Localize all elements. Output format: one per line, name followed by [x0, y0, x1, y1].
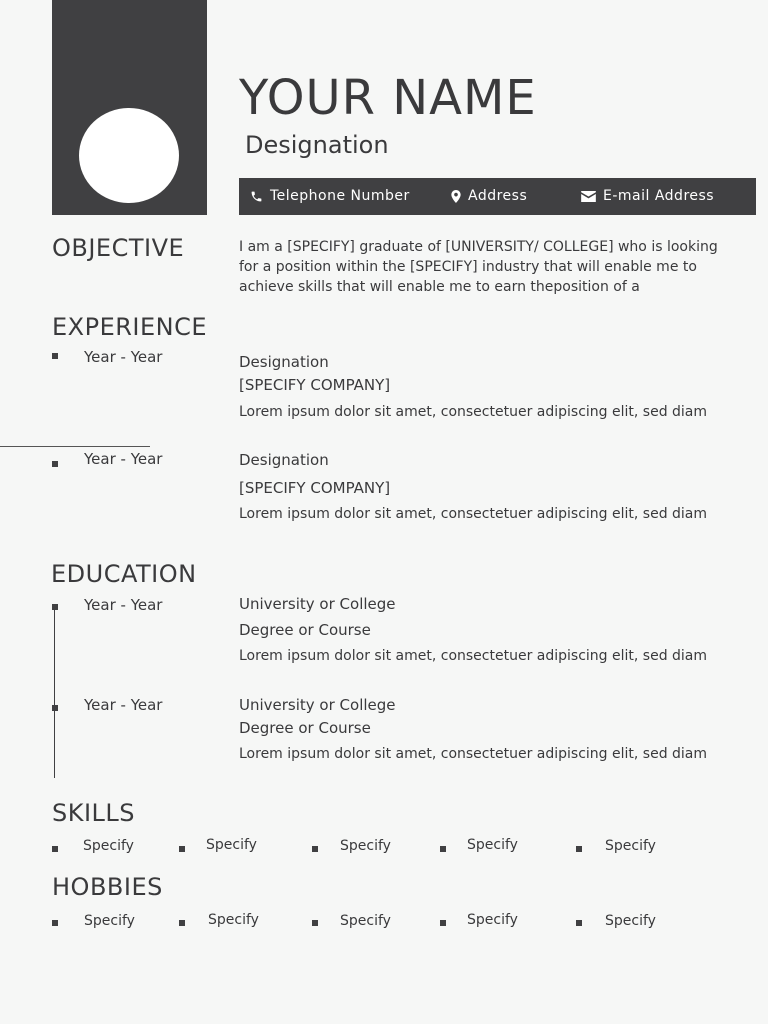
- skill-bullet: [576, 846, 582, 852]
- skill-bullet: [179, 846, 185, 852]
- skill-item: Specify: [83, 838, 134, 854]
- candidate-name: YOUR NAME: [239, 70, 537, 126]
- experience-years: Year - Year: [84, 348, 163, 366]
- hobby-item: Specify: [605, 913, 656, 929]
- objective-text: I am a [SPECIFY] graduate of [UNIVERSITY/ COLLEGE] who is looking for a position within the [SPECIFY] industry that will enable me to achieve skills that will enable me to earn theposition of a: [239, 239, 718, 295]
- hobby-item: Specify: [340, 913, 391, 929]
- experience-designation: Designation: [239, 451, 329, 469]
- hobby-bullet: [576, 920, 582, 926]
- hobby-bullet: [440, 920, 446, 926]
- skill-bullet: [440, 846, 446, 852]
- hobby-item: Specify: [467, 912, 518, 928]
- education-bullet: [52, 705, 58, 711]
- experience-divider: [0, 446, 150, 447]
- experience-title: EXPERIENCE: [52, 313, 208, 341]
- skill-item: Specify: [467, 837, 518, 853]
- contact-email: [581, 188, 714, 204]
- experience-description: Lorem ipsum dolor sit amet, consectetuer adipiscing elit, sed diam: [239, 506, 708, 522]
- education-bullet: [52, 604, 58, 610]
- education-degree: Degree or Course: [239, 621, 371, 639]
- education-institution: University or College: [239, 696, 396, 714]
- objective-title: OBJECTIVE: [52, 234, 185, 262]
- hobby-bullet: [179, 920, 185, 926]
- hobbies-title: HOBBIES: [52, 873, 163, 901]
- experience-years: Year - Year: [84, 450, 163, 468]
- skill-bullet: [52, 846, 58, 852]
- candidate-designation: Designation: [245, 131, 389, 159]
- experience-bullet: [52, 353, 58, 359]
- profile-photo-placeholder[interactable]: [79, 108, 179, 203]
- phone-icon: [250, 190, 263, 203]
- education-description: Lorem ipsum dolor sit amet, consectetuer adipiscing elit, sed diam: [239, 746, 708, 762]
- education-institution: University or College: [239, 595, 396, 613]
- hobby-item: Specify: [208, 912, 259, 928]
- skill-bullet: [312, 846, 318, 852]
- contact-address: [451, 188, 527, 204]
- email-label: E-mail Address: [603, 188, 715, 204]
- map-pin-icon: [451, 190, 461, 203]
- experience-company: [SPECIFY COMPANY]: [239, 376, 391, 394]
- envelope-icon: [581, 191, 596, 202]
- skill-item: Specify: [206, 837, 257, 853]
- experience-designation: Designation: [239, 353, 329, 371]
- experience-bullet: [52, 461, 58, 467]
- education-degree: Degree or Course: [239, 719, 371, 737]
- contact-telephone: [250, 188, 410, 204]
- skill-item: Specify: [605, 838, 656, 854]
- contact-bar: [239, 178, 756, 215]
- education-title: EDUCATION: [51, 560, 197, 588]
- experience-company: [SPECIFY COMPANY]: [239, 479, 391, 497]
- education-timeline-line: [54, 607, 55, 778]
- education-description: Lorem ipsum dolor sit amet, consectetuer adipiscing elit, sed diam: [239, 648, 708, 664]
- hobby-bullet: [312, 920, 318, 926]
- address-label: Address: [468, 188, 528, 204]
- hobby-bullet: [52, 920, 58, 926]
- education-years: Year - Year: [84, 696, 163, 714]
- hobby-item: Specify: [84, 913, 135, 929]
- skills-title: SKILLS: [52, 799, 136, 827]
- education-years: Year - Year: [84, 596, 163, 614]
- skill-item: Specify: [340, 838, 391, 854]
- experience-description: Lorem ipsum dolor sit amet, consectetuer adipiscing elit, sed diam: [239, 404, 708, 420]
- telephone-label: Telephone Number: [270, 188, 410, 204]
